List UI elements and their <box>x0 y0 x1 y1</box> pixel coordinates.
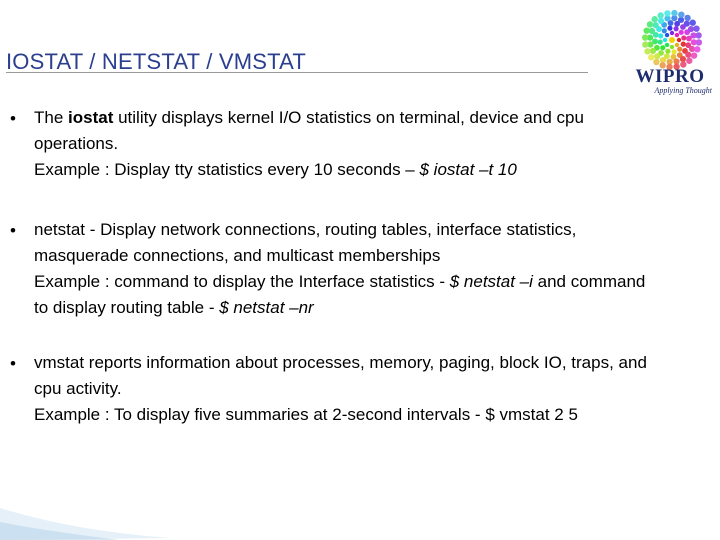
iostat-example-text: Example : Display tty statistics every 10 seconds – <box>34 160 420 179</box>
bullet-iostat-post: utility displays kernel I/O statistics on terminal, device and cpu operations. <box>34 108 584 153</box>
logo-tagline: Applying Thought <box>654 86 712 95</box>
netstat-example-command1: $ netstat –i <box>449 272 533 291</box>
logo-wordmark: WIPRO <box>635 66 705 87</box>
bullet-vmstat-example: Example : To display five summaries at 2-second intervals - $ vmstat 2 5 <box>34 405 578 424</box>
iostat-example-command: $ iostat –t 10 <box>419 160 517 179</box>
bullet-iostat-pre: The <box>34 108 69 127</box>
netstat-example-command2: $ netstat –nr <box>219 298 314 317</box>
bullet-netstat-text: netstat - Display network connections, routing tables, interface statistics, masquerade connections, and multicast memberships <box>34 220 577 265</box>
bullet-iostat-text <box>34 105 654 157</box>
bullet-iostat <box>34 105 654 183</box>
bullet-marker: • <box>10 221 16 240</box>
netstat-example-text1: Example : command to display the Interface statistics - <box>34 272 450 291</box>
bottom-decorative-wave <box>0 470 260 540</box>
bullet-vmstat <box>34 350 654 428</box>
slide-title: IOSTAT / NETSTAT / VMSTAT <box>6 49 306 74</box>
bullet-iostat-example <box>34 157 654 183</box>
netstat-example-text2: and command to display routing table - <box>34 272 646 317</box>
bullet-marker: • <box>10 354 16 373</box>
bullet-marker: • <box>10 109 16 128</box>
bullet-netstat-example <box>34 269 654 321</box>
bullet-iostat-bold: iostat <box>68 108 114 127</box>
bullet-netstat <box>34 217 654 321</box>
bullet-vmstat-text: vmstat reports information about processes, memory, paging, block IO, traps, and cpu activity. <box>34 353 647 398</box>
title-underline <box>6 72 588 73</box>
